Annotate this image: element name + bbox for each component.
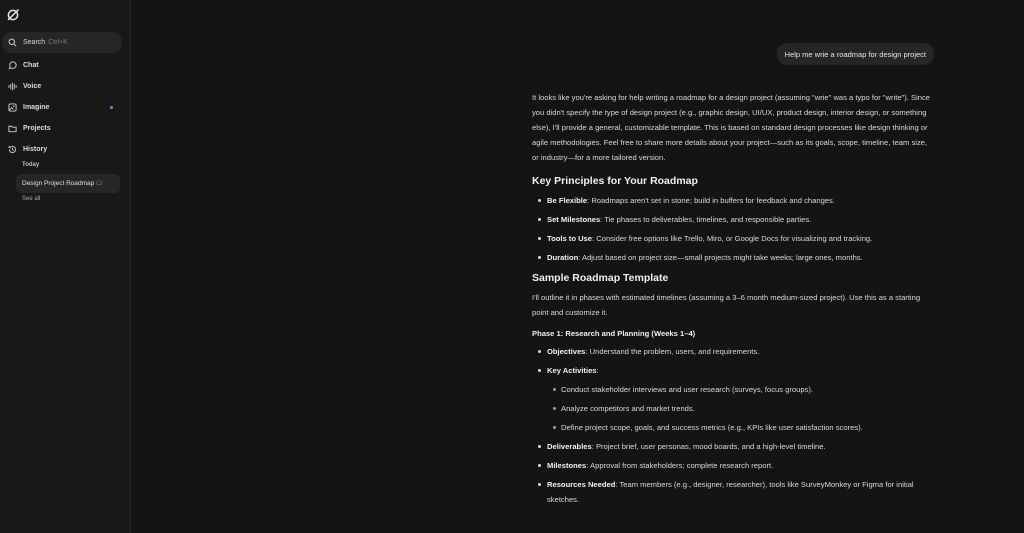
user-message-bubble: Help me wrie a roadmap for design project: [777, 43, 934, 65]
list-item-text: :: [596, 366, 599, 375]
history-item-fade: Cr: [96, 180, 103, 187]
list-item: [532, 477, 934, 507]
sub-list-item: Define project scope, goals, and success metrics (e.g., KPIs like user satisfaction scores).: [547, 420, 934, 435]
list-item: [532, 363, 934, 435]
list-item-term: Key Activities: [547, 366, 597, 375]
principles-list: [532, 193, 934, 265]
template-heading: Sample Roadmap Template: [532, 272, 669, 284]
folder-icon: [8, 124, 17, 133]
assistant-response: [532, 90, 934, 511]
search-shortcut: Ctrl+K: [48, 39, 68, 46]
search-button[interactable]: [2, 32, 122, 53]
list-item-text: : Team members (e.g., designer, researcher), tools like SurveyMonkey or Figma for initial sketches.: [547, 480, 914, 504]
nav-history-label: History: [23, 145, 48, 153]
nav-history[interactable]: [0, 140, 124, 158]
list-item: [532, 250, 934, 265]
list-item-text: : Approval from stakeholders; complete research report.: [586, 461, 774, 470]
nav-chat-label: Chat: [23, 61, 39, 69]
list-item-text: : Adjust based on project size—small projects might take weeks; large ones, months.: [578, 253, 863, 262]
list-item: [532, 458, 934, 473]
nav-chat[interactable]: [0, 56, 124, 74]
see-all-link[interactable]: See all: [22, 196, 41, 202]
search-label: Search: [23, 39, 46, 46]
new-badge-dot: [110, 106, 113, 109]
list-item: [532, 344, 934, 359]
list-item-text: : Project brief, user personas, mood boards, and a high-level timeline.: [591, 442, 826, 451]
chat-area: [131, 0, 1024, 533]
list-item-text: : Tie phases to deliverables, timelines, and responsible parties.: [600, 215, 812, 224]
response-intro: It looks like you're asking for help writing a roadmap for a design project (assuming "wrie" was a typo for "write"). Since you didn't specify the type of design project (e.g., graphic design, UI/UX, product design, interior design, or something else), I'll provide a general, customizable template. This is based on standard design processes like design thinking or agile methodologies. Feel free to share more details about your project—such as its goals, scope, timeline, team size, or industry—for a more tailored version.: [532, 93, 930, 162]
phase1-list: [532, 344, 934, 507]
grok-logo-icon[interactable]: [6, 8, 20, 22]
list-item-term: Duration: [547, 253, 579, 262]
list-item-text: : Roadmaps aren't set in stone; build in buffers for feedback and changes.: [587, 196, 835, 205]
nav-projects[interactable]: [0, 119, 124, 137]
phase1-title: Phase 1: Research and Planning (Weeks 1–4): [532, 329, 696, 338]
list-item: [532, 212, 934, 227]
sub-list-item: Conduct stakeholder interviews and user research (surveys, focus groups).: [547, 382, 934, 397]
voice-wave-icon: [8, 82, 17, 91]
nav-voice-label: Voice: [23, 82, 42, 90]
list-item-text: : Consider free options like Trello, Miro, or Google Docs for visualizing and tracking.: [592, 234, 873, 243]
nav-voice[interactable]: [0, 77, 124, 95]
list-item-term: Tools to Use: [547, 234, 593, 243]
history-item-label: Design Project Roadmap: [22, 180, 95, 187]
principles-heading: Key Principles for Your Roadmap: [532, 175, 698, 187]
search-icon: [8, 38, 17, 47]
history-icon: [8, 145, 17, 154]
list-item-term: Milestones: [547, 461, 587, 470]
history-item-design-project-roadmap[interactable]: [16, 174, 120, 193]
nav-projects-label: Projects: [23, 124, 51, 132]
list-item-term: Resources Needed: [547, 480, 616, 489]
nav-imagine[interactable]: [0, 98, 124, 116]
list-item-term: Set Milestones: [547, 215, 601, 224]
list-item: [532, 193, 934, 208]
list-item-text: : Understand the problem, users, and requirements.: [585, 347, 760, 356]
list-item: [532, 231, 934, 246]
list-item-term: Objectives: [547, 347, 586, 356]
template-intro: I'll outline it in phases with estimated timelines (assuming a 3–6 month medium-sized project). Use this as a starting point and customize it.: [532, 293, 921, 317]
chat-icon: [8, 61, 17, 70]
history-group-today: Today: [22, 162, 40, 168]
activities-sublist: [547, 382, 934, 435]
sub-list-item: Analyze competitors and market trends.: [547, 401, 934, 416]
list-item-term: Deliverables: [547, 442, 592, 451]
list-item-term: Be Flexible: [547, 196, 588, 205]
image-icon: [8, 103, 17, 112]
list-item: [532, 439, 934, 454]
sidebar: [0, 0, 131, 533]
nav-imagine-label: Imagine: [23, 103, 50, 111]
